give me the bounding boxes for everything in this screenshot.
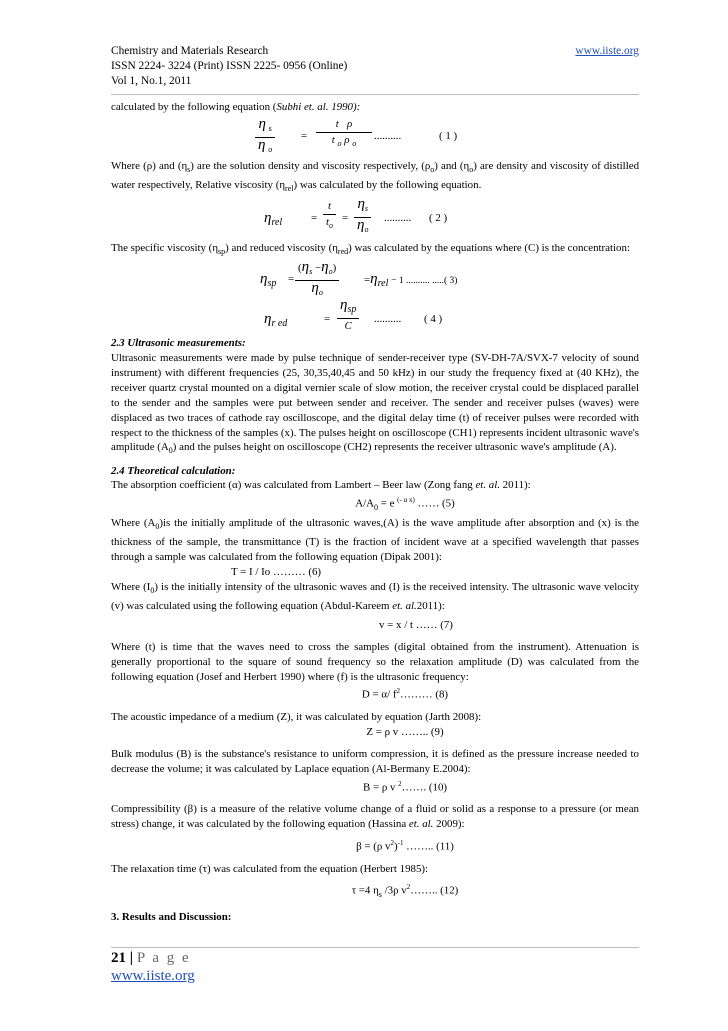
equation-7: v = x / t …… (7) [379, 618, 453, 631]
paragraph: The acoustic impedance of a medium (Z), it was calculated by equation (Jarth 2008): [111, 711, 482, 724]
equation-2: $\eta_{rel}$ = $\frac{t}{t_o}$ = $\frac{\eta_s}{\eta_o}$ .......... ( 2 ) [111, 197, 639, 241]
equation-4: $\eta_{r ed}$ = $\eta_{sp}$ C .......... ( 4 ) [264, 297, 443, 333]
footer-url-link[interactable]: www.iiste.org [111, 968, 195, 984]
eq1-lhs: $\frac{\eta _s}{\eta _o}$ [255, 117, 275, 158]
issn-line: ISSN 2224- 3224 (Print) ISSN 2225- 0956 (Online) [111, 60, 348, 72]
eq4-frac: $\eta_{sp}$ C [337, 298, 359, 334]
footer-rule [111, 947, 639, 948]
paragraph: The specific viscosity $(\eta_{sp})$ and reduced viscosity $(\eta_{red})$ was calculated by the equations where (C) is the concentration: [111, 242, 630, 257]
paragraph: Compressibility (β) is a measure of the relative volume change of a fluid or solid as a response to a pressure (or mean stress) change, it was calculated by the following equation (Hassina et. al. 2009): [111, 803, 639, 831]
page-header [111, 44, 639, 89]
eq2-number: ( 2 ) [429, 212, 448, 225]
eq3-frac: $\frac{(\eta_s -\eta_o)}{\eta_o}$ [295, 260, 339, 301]
page-word: P a g e [136, 950, 191, 966]
journal-title: Chemistry and Materials Research [111, 45, 269, 57]
paragraph: The relaxation time (τ) was calculated from the equation (Herbert 1985): [111, 862, 429, 875]
section-heading: 3. Results and Discussion: [111, 911, 232, 924]
paragraph: Ultrasonic measurements were made by pulse technique of sender-receiver type (SV-DH-7A/SVX-7 velocity of sound instrument) with different frequencies (25, 30,35,40,45 and 50 kHz) in our study the frequency fixed at (40 KHz), the receiver quartz crystal mounted on a digital vernier scale of slow motion, the receiver crystal could be displaced parallel to the sender and the samples were put between sender and receiver. The sender and receiver pulses (waves) were displaced as two traces of cathode ray oscilloscope, and the digital delay time (t) of receiver pulses were recorded with respect to the thickness of the samples (x). The pulses height on oscilloscope (CH1) represents incident ultrasonic wave's amplitude $(A_0)$ and the pulses height on oscilloscope (CH2) represents the receiver ultrasonic wave's amplitude (A). [111, 352, 639, 456]
equation-5: $A/A_0 = e$ $^{(- \alpha x)}$ …… (5) [355, 496, 455, 513]
equation-1: $\frac{\eta _s}{\eta _o}$ = $\frac{\text{t ρ}}{t _o \rho _o}$ .......... ( 1 ) [111, 115, 639, 159]
eq1-rhs: $\frac{\text{t ρ}}{t _o \rho _o}$ [316, 117, 372, 152]
eq4-number: ( 4 ) [424, 313, 443, 326]
eq2-frac-2: $\frac{\eta_s}{\eta_o}$ [354, 197, 371, 238]
paragraph: Bulk modulus (B) is the substance's resistance to uniform compression, it is defined as the pressure increase needed to decrease the volume; it was calculated by Laplace equation (Al-Bermany E.2004): [111, 747, 639, 775]
paragraph: calculated by the following equation (Subhi et. al. 1990): [111, 101, 361, 113]
equation-3: $\eta_{sp}$ = $\frac{(\eta_s -\eta_o)}{\eta_o}$ $=\eta_{rel} - 1$ .......... .....( 3) [111, 260, 639, 300]
paragraph: Where $(I_0)$ is the initially intensity of the ultrasonic waves and (I) is the received intensity. The ultrasonic wave velocity (v) was calculated using the following equation (Abdul-Kareem et. al.2011): [111, 580, 639, 612]
equation-8: D = α/ $f^2\dots\dots\dots$ (8) [361, 687, 449, 702]
equation-11: β = (ρ $v^2)^{-1}$ …….. (11) [356, 838, 454, 853]
volume-line: Vol 1, No.1, 2011 [111, 75, 192, 87]
section-heading: 2.3 Ultrasonic measurements: [111, 337, 246, 350]
header-url-link[interactable]: www.iiste.org [575, 45, 639, 57]
paragraph: The absorption coefficient (α) was calculated from Lambert – Beer law (Zong fang et. al. 2011): [111, 479, 531, 492]
eq1-number: ( 1 ) [439, 129, 458, 142]
paragraph: Where (ρ) and $(\eta_s)$ are the solution density and viscosity respectively, $(\rho_o)$ and $(\eta_o)$ are density and viscosity of distilled water respectively, Relative viscosity $(\eta_{rel})$ was calculated by the following equation. [111, 159, 640, 194]
equation-6: T = I / Io ……… (6) [231, 565, 322, 578]
paragraph: Where (t) is time that the waves need to cross the samples (digital obtained from the instrument). Attenuation is generally proportional to the square of sound frequency so the relaxation amplitude (D) was calculated from the following equation (Josef and Herbert 1990) where (f) is the ultrasonic frequency: [111, 640, 639, 683]
header-rule [111, 94, 639, 95]
section-heading: 2.4 Theoretical calculation: [111, 464, 236, 477]
page-footer: 21 | P a g e www.iiste.org [111, 950, 195, 984]
article-body [111, 100, 639, 925]
equation-12: τ =4 $\eta_s$ /3ρ $v^2\dots\dots$.. (12) [351, 883, 459, 900]
equation-10: B = ρ v $^2$……. (10) [362, 779, 448, 794]
equation-9: Z = ρ v …….. (9) [366, 725, 444, 738]
paragraph: Where $(A_0)is$ the initially amplitude of the ultrasonic waves,(A) is the wave amplitude after absorption and (x) is the thickness of the sample, the transmittance (T) is the fraction of incident wave at a specified wavelength that passes through a sample was calculated from the following equation (Dipak 2001): [111, 517, 639, 564]
page-number: 21 [111, 950, 126, 966]
eq2-frac-1: $\frac{t}{t_o}$ [323, 199, 336, 234]
